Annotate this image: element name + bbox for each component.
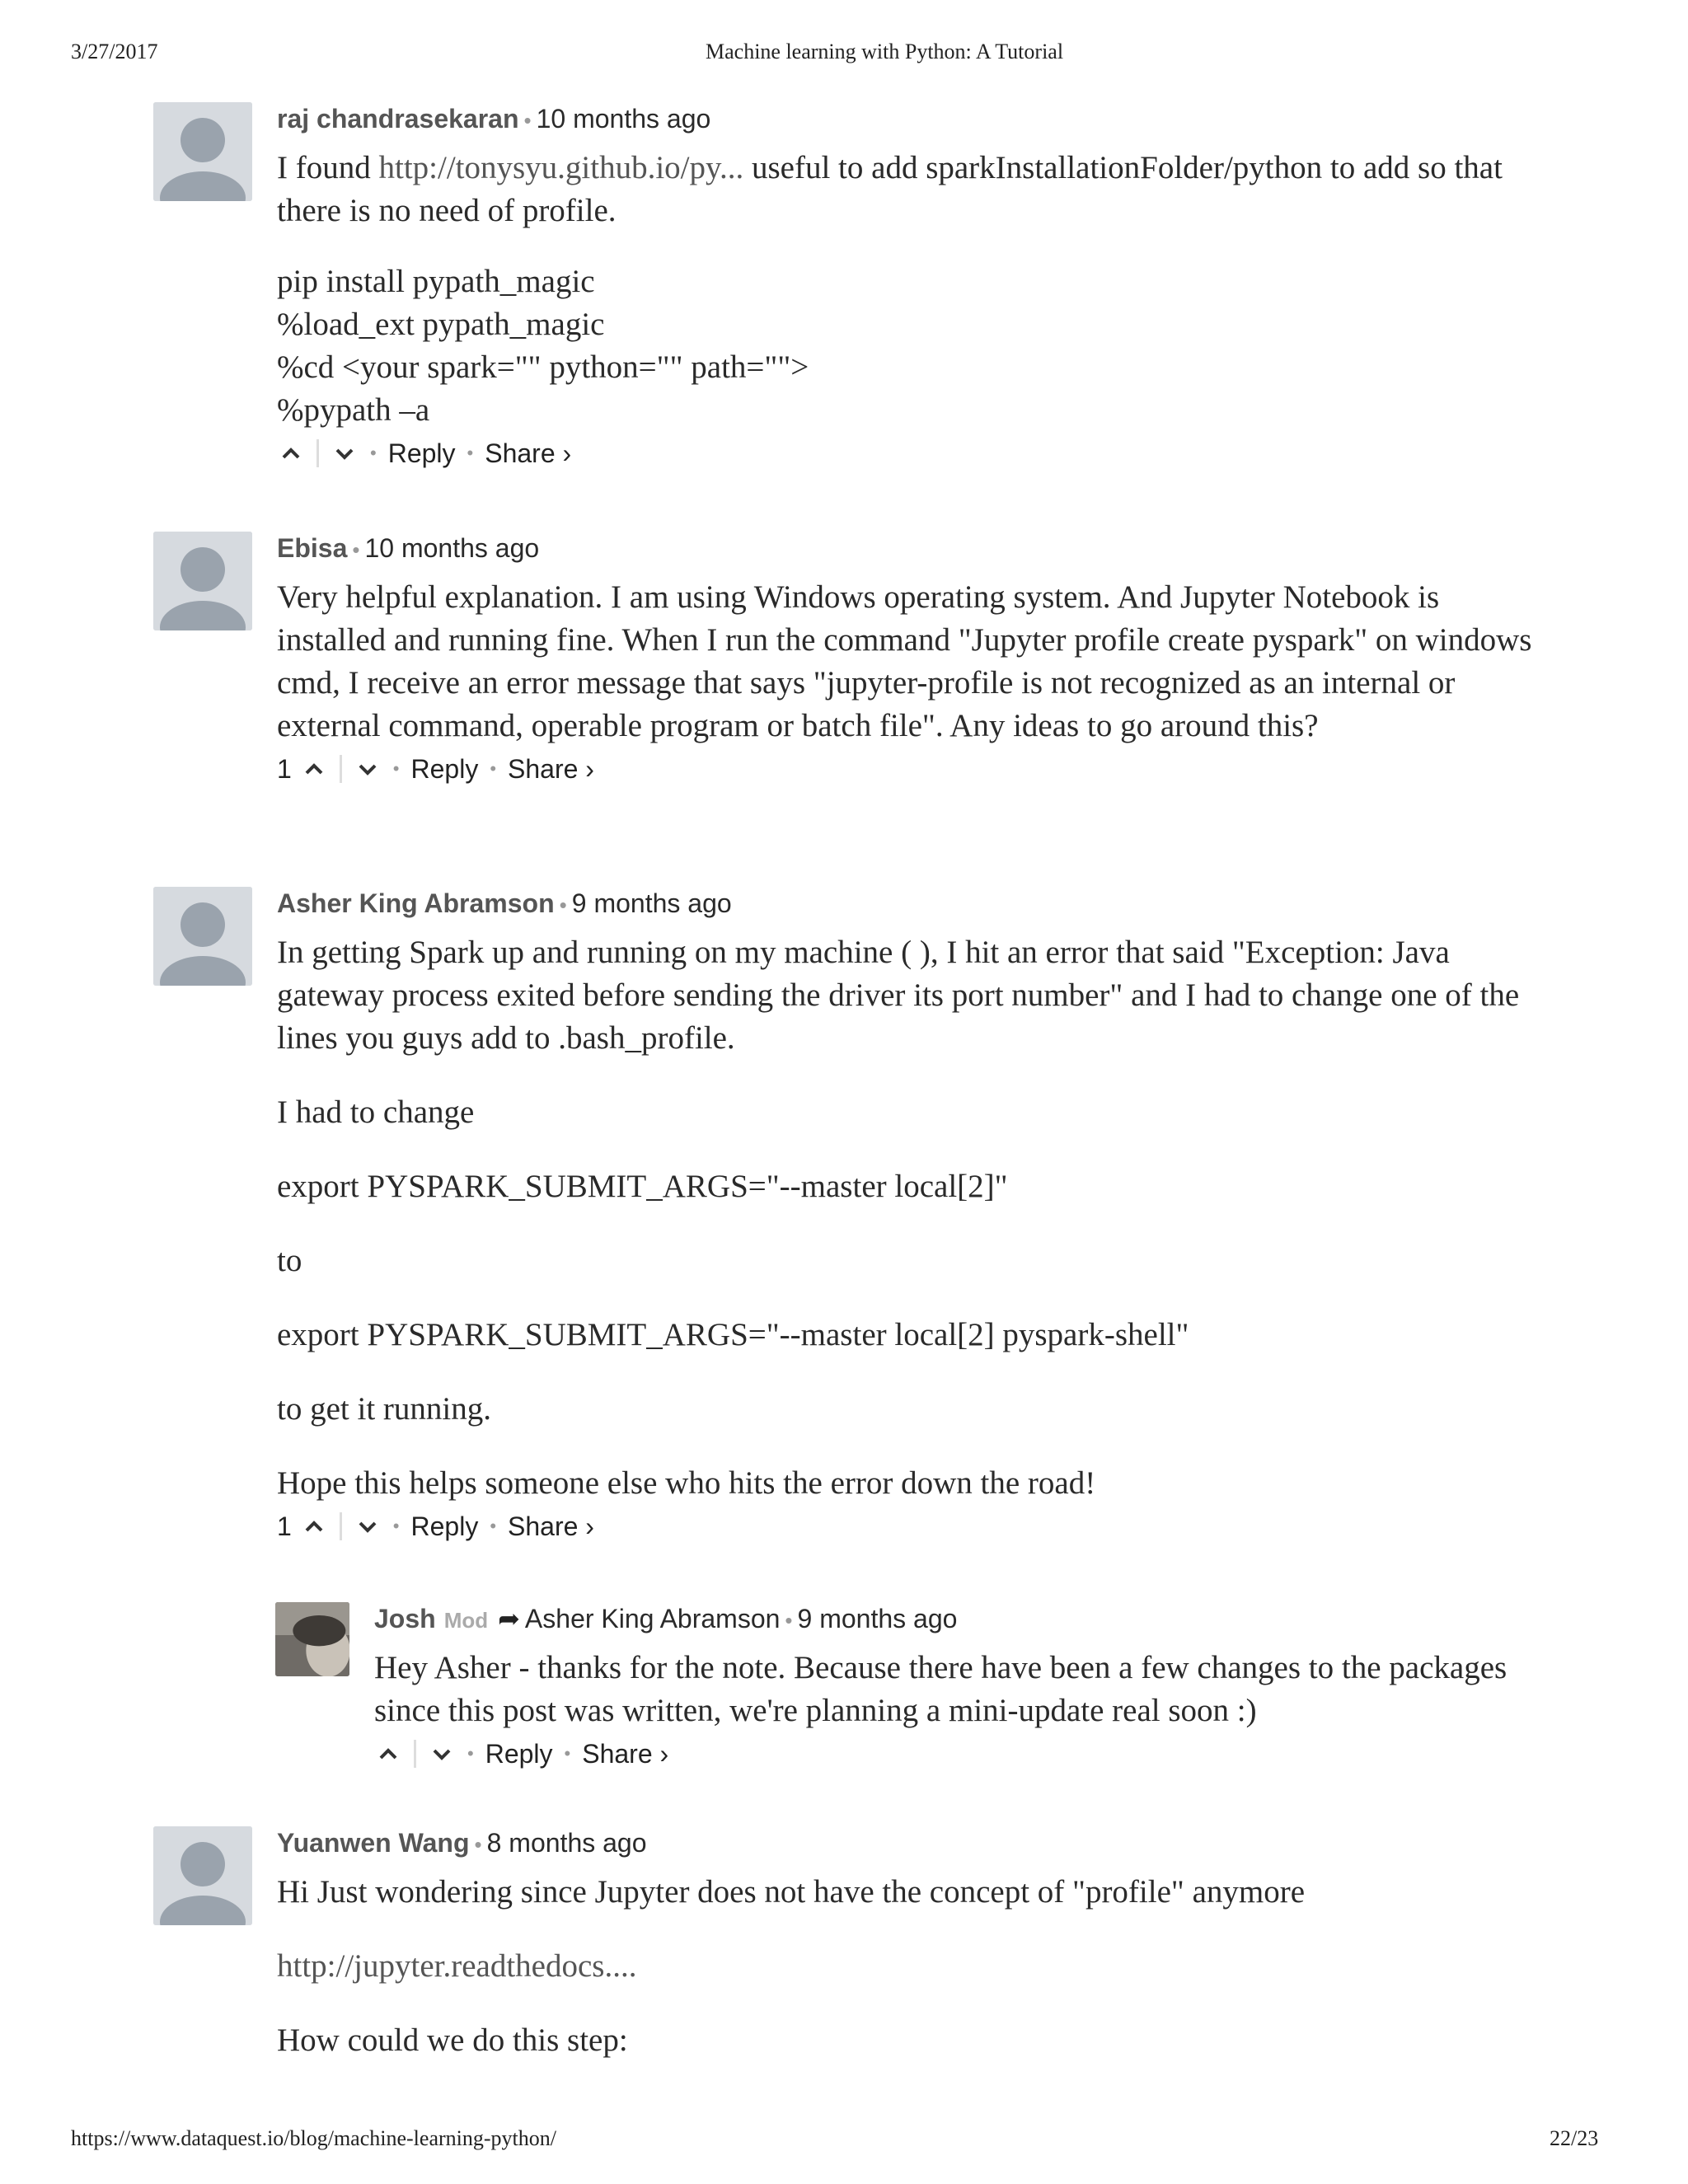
chevron-down-icon[interactable] — [354, 1512, 382, 1540]
print-date: 3/27/2017 — [71, 40, 158, 63]
comment-text: to — [277, 1243, 302, 1278]
comment-text: In getting Spark up and running on my machine ( ), I hit an error that said "Exception: Java gateway process exited before sending the driver its port number" and I had to change one of the lines you guys add to .bash_profile. — [277, 935, 1520, 1056]
comment-time[interactable]: 10 months ago — [364, 533, 540, 563]
comment-actions: 1 • Reply • Share › — [277, 1508, 1554, 1544]
comment-text: Hi Just wondering since Jupyter does not have the concept of "profile" anymore — [277, 1874, 1306, 1910]
comment-text: Hope this helps someone else who hits the error down the road! — [277, 1465, 1096, 1501]
comment-link[interactable]: http://tonysyu.github.io/py... — [378, 150, 744, 185]
default-user-avatar-icon — [153, 887, 252, 986]
comment-meta: Josh Mod ➦ Asher King Abramson • 9 months ago — [374, 1604, 958, 1633]
comment-text: Very helpful explanation. I am using Windows operating system. And Jupyter Notebook is installed and running fine. When I run the command "Jupyter profile create pyspark" on windows cmd, I receive an error message that says "jupyter-profile is not recognized as an internal or external command, operable program or batch file". Any ideas to go around this? — [277, 579, 1532, 743]
comment-actions: • Reply • Share › — [374, 1736, 1561, 1772]
comment-text: export PYSPARK_SUBMIT_ARGS="--master local[2] pyspark-shell" — [277, 1317, 1189, 1352]
page-title: Machine learning with Python: A Tutorial — [706, 40, 1064, 63]
vote-count: 1 — [277, 1511, 292, 1541]
comment-time[interactable]: 9 months ago — [571, 888, 732, 918]
comment-code-line: %cd <your spark="" python="" path=""> — [277, 349, 809, 385]
comment-meta: Ebisa • 10 months ago — [277, 533, 540, 563]
avatar[interactable] — [153, 102, 252, 201]
vote-divider — [340, 755, 342, 783]
comment-text: I found http://tonysyu.github.io/py... useful to add sparkInstallationFolder/python to add so that there is no need of profile. — [277, 150, 1503, 228]
comment-meta: Yuanwen Wang • 8 months ago — [277, 1828, 647, 1858]
comment-actions: 1 • Reply • Share › — [277, 751, 1554, 787]
reply-button[interactable]: Reply — [410, 1511, 479, 1541]
share-button[interactable]: Share › — [508, 1511, 594, 1541]
reply-button[interactable]: Reply — [485, 1739, 553, 1769]
share-button[interactable]: Share › — [508, 754, 594, 784]
default-user-avatar-icon — [153, 1826, 252, 1925]
comment-link[interactable]: http://jupyter.readthedocs.... — [277, 1948, 637, 1984]
comment-author[interactable]: Ebisa — [277, 533, 348, 563]
comment-code-line: %load_ext pypath_magic — [277, 307, 605, 342]
avatar[interactable] — [153, 1826, 252, 1925]
chevron-up-icon[interactable] — [277, 439, 305, 467]
page-number: 22/23 — [1550, 2126, 1599, 2150]
comment-author[interactable]: raj chandrasekaran — [277, 104, 519, 134]
comment-text: Hey Asher - thanks for the note. Because there have been a few changes to the packages since this post was written, we're planning a mini-update real soon :) — [374, 1650, 1507, 1728]
avatar[interactable] — [153, 887, 252, 986]
vote-count: 1 — [277, 754, 292, 784]
moderator-badge: Mod — [443, 1608, 489, 1633]
chevron-up-icon[interactable] — [374, 1740, 402, 1768]
page-url: https://www.dataquest.io/blog/machine-learning-python/ — [71, 2126, 556, 2150]
vote-divider — [340, 1512, 342, 1540]
comment-time[interactable]: 9 months ago — [797, 1604, 958, 1633]
comment-text: I had to change — [277, 1094, 475, 1130]
comment-code-line: %pypath –a — [277, 392, 430, 428]
comment-time[interactable]: 8 months ago — [486, 1828, 647, 1858]
comment-meta: raj chandrasekaran • 10 months ago — [277, 104, 711, 134]
default-user-avatar-icon — [153, 532, 252, 630]
vote-divider — [414, 1740, 416, 1768]
share-button[interactable]: Share › — [485, 438, 572, 468]
avatar[interactable] — [153, 532, 252, 630]
comment-author[interactable]: Yuanwen Wang — [277, 1828, 470, 1858]
chevron-down-icon[interactable] — [354, 755, 382, 783]
default-user-avatar-icon — [153, 102, 252, 201]
comment-text: to get it running. — [277, 1391, 491, 1427]
vote-divider — [316, 439, 319, 467]
comment-time[interactable]: 10 months ago — [536, 104, 711, 134]
reply-arrow-icon: ➦ — [498, 1604, 520, 1633]
chevron-up-icon[interactable] — [300, 755, 328, 783]
comment-text: export PYSPARK_SUBMIT_ARGS="--master local[2]" — [277, 1169, 1008, 1204]
reply-button[interactable]: Reply — [387, 438, 456, 468]
comment-author[interactable]: Josh — [374, 1604, 436, 1633]
user-photo-avatar-icon — [275, 1602, 349, 1676]
chevron-down-icon[interactable] — [428, 1740, 456, 1768]
share-button[interactable]: Share › — [582, 1739, 669, 1769]
chevron-down-icon[interactable] — [331, 439, 359, 467]
comment-meta: Asher King Abramson • 9 months ago — [277, 888, 732, 918]
avatar[interactable] — [275, 1602, 349, 1676]
comment-code-line: pip install pypath_magic — [277, 264, 595, 299]
comment-actions: • Reply • Share › — [277, 435, 1554, 471]
comment-author[interactable]: Asher King Abramson — [277, 888, 555, 918]
comment-text: How could we do this step: — [277, 2022, 628, 2058]
chevron-up-icon[interactable] — [300, 1512, 328, 1540]
reply-button[interactable]: Reply — [410, 754, 479, 784]
reply-target[interactable]: Asher King Abramson — [524, 1604, 781, 1633]
